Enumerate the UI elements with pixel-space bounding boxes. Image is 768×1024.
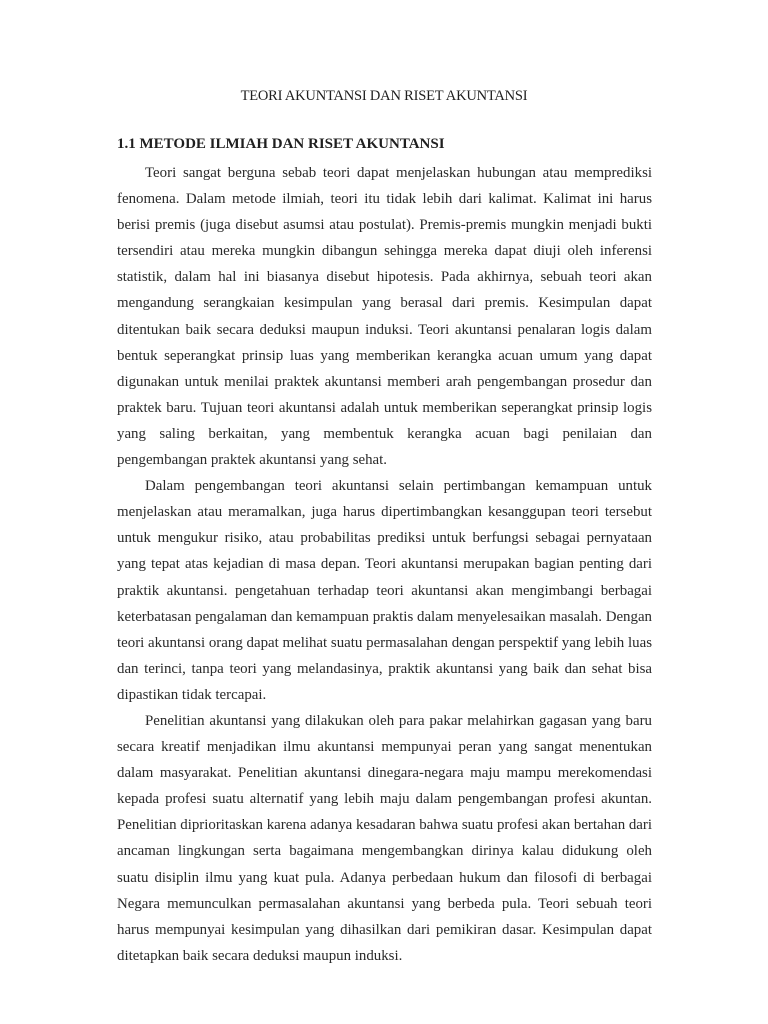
document-title: TEORI AKUNTANSI DAN RISET AKUNTANSI (240, 88, 528, 104)
paragraph-2: Dalam pengembangan teori akuntansi selain pertimbangan kemampuan untuk menjelaskan atau meramalkan, juga harus dipertimbangkan kesanggupan teori tersebut untuk mengukur risiko, atau probabilitas prediksi untuk berfungsi sebagai pernyataan yang tepat atas kejadian di masa depan. Teori akuntansi merupakan bagian penting dari praktik akuntansi. pengetahuan terhadap teori akuntansi akan mengimbangi berbagai keterbatasan pengalaman dan kemampuan praktis dalam menyelesaikan masalah. Dengan teori akuntansi orang dapat melihat suatu permasalahan dengan perspektif yang lebih luas dan terinci, tanpa teori yang melandasinya, praktik akuntansi yang baik dan sehat bisa dipastikan tidak tercapai. (117, 478, 652, 703)
paragraph-3: Penelitian akuntansi yang dilakukan oleh para pakar melahirkan gagasan yang baru secara kreatif menjadikan ilmu akuntansi mempunyai peran yang sangat menentukan dalam masyarakat. Penelitian akuntansi dinegara-negara maju mampu merekomendasi kepada profesi suatu alternatif yang lebih maju dalam pengembangan profesi akuntan. Penelitian diprioritaskan karena adanya kesadaran bahwa suatu profesi akan bertahan dari ancaman lingkungan serta bagaimana mengembangkan dirinya kalau didukung oleh suatu disiplin ilmu yang kuat pula. Adanya perbedaan hukum dan filosofi di berbagai Negara memunculkan permasalahan akuntansi yang berbeda pula. Teori sebuah teori harus mempunyai kesimpulan yang dihasilkan dari pemikiran dasar. Kesimpulan dapat ditetapkan baik secara deduksi maupun induksi. (117, 712, 653, 964)
paragraph-1: Teori sangat berguna sebab teori dapat menjelaskan hubungan atau memprediksi fenomena. Dalam metode ilmiah, teori itu tidak lebih dari kalimat. Kalimat ini harus berisi premis (juga disebut asumsi atau postulat). Premis-premis mungkin menjadi bukti tersendiri atau mereka mungkin dibangun sehingga mereka dapat diuji oleh inferensi statistik, dalam hal ini biasanya disebut hipotesis. Pada akhirnya, sebuah teori akan mengandung serangkaian kesimpulan yang berasal dari premis. Kesimpulan dapat ditentukan baik secara deduksi maupun induksi. Teori akuntansi penalaran logis dalam bentuk seperangkat prinsip luas yang memberikan kerangka acuan umum yang dapat digunakan untuk menilai praktek akuntansi memberi arah pengembangan prosedur dan praktek baru. Tujuan teori akuntansi adalah untuk memberikan seperangkat prinsip logis yang saling berkaitan, yang membentuk kerangka acuan bagi penilaian dan pengembangan praktek akuntansi yang sehat. (117, 165, 652, 469)
body-text (117, 160, 652, 969)
section-heading: 1.1 METODE ILMIAH DAN RISET AKUNTANSI (117, 136, 445, 152)
